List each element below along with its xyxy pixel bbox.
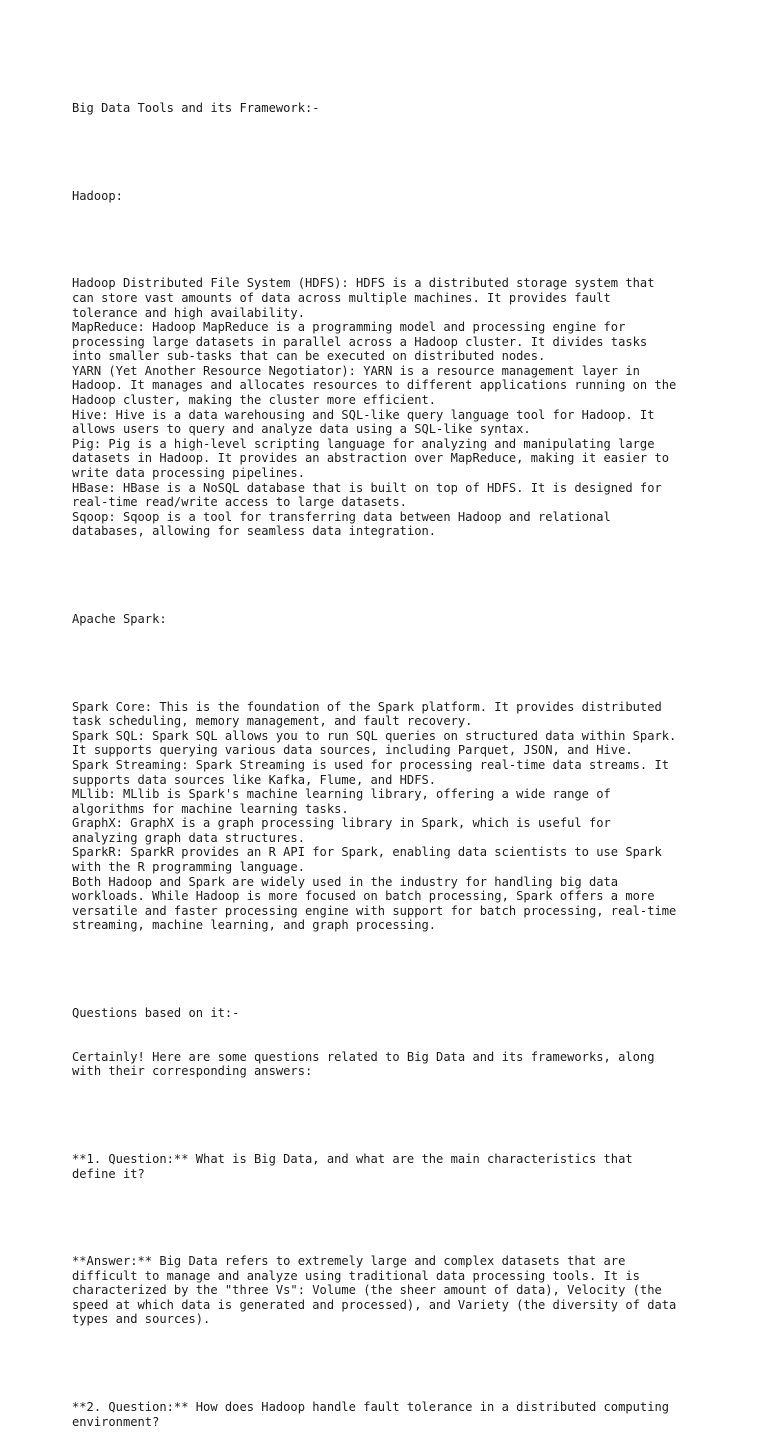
- answer-line: difficult to manage and analyze using traditional data processing tools. It is: [72, 1268, 640, 1283]
- questions-heading: Questions based on it:-: [72, 1006, 240, 1020]
- spacer: [72, 233, 712, 248]
- spark-item-line: streaming, machine learning, and graph processing.: [72, 918, 437, 933]
- spark-item-line: Spark SQL: Spark SQL allows you to run SQL queries on structured data within Spark.: [72, 728, 677, 743]
- hadoop-item-line: Hadoop Distributed File System (HDFS): HDFS is a distributed storage system that: [72, 276, 655, 291]
- hadoop-item-line: Hadoop cluster, making the cluster more efficient.: [72, 393, 437, 408]
- hadoop-heading: Hadoop:: [72, 188, 123, 203]
- spark-heading: Apache Spark:: [72, 611, 167, 626]
- spark-item-line: MLlib: MLlib is Spark's machine learning library, offering a wide range of: [72, 787, 611, 802]
- question-line: **1. Question:** What is Big Data, and what are the main characteristics that: [72, 1151, 633, 1166]
- hadoop-item-line: into smaller sub-tasks that can be executed on distributed nodes.: [72, 349, 546, 364]
- document-title: Big Data Tools and its Framework:-: [72, 101, 320, 116]
- hadoop-item-line: processing large datasets in parallel across a Hadoop cluster. It divides tasks: [72, 334, 648, 349]
- spacer: [72, 145, 712, 160]
- spark-item-line: task scheduling, memory management, and fault recovery.: [72, 714, 473, 729]
- document-page: [72, 72, 712, 1444]
- hadoop-item-line: Hive: Hive is a data warehousing and SQL-like query language tool for Hadoop. It: [72, 407, 655, 422]
- hadoop-item-line: datasets in Hadoop. It provides an abstraction over MapReduce, making it easier to: [72, 451, 670, 466]
- answer-1: [72, 1254, 712, 1327]
- spark-item-line: with the R programming language.: [72, 860, 305, 875]
- spark-item-line: workloads. While Hadoop is more focused on batch processing, Spark offers a more: [72, 889, 655, 904]
- hadoop-item-line: allows users to query and analyze data using a SQL-like syntax.: [72, 422, 531, 437]
- spacer: [72, 656, 712, 671]
- question-1: [72, 1152, 712, 1181]
- spacer: [72, 1108, 712, 1123]
- question-line: define it?: [72, 1166, 145, 1181]
- hadoop-item-line: tolerance and high availability.: [72, 305, 305, 320]
- hadoop-items: [72, 276, 712, 539]
- spark-item-line: algorithms for machine learning tasks.: [72, 801, 349, 816]
- spacer: [72, 1210, 712, 1225]
- hadoop-item-line: HBase: HBase is a NoSQL database that is built on top of HDFS. It is designed for: [72, 480, 662, 495]
- answer-line: **Answer:** Big Data refers to extremely large and complex datasets that are: [72, 1254, 626, 1269]
- spark-item-line: SparkR: SparkR provides an R API for Spark, enabling data scientists to use Spark: [72, 845, 662, 860]
- answer-line: speed at which data is generated and processed), and Variety (the diversity of data: [72, 1297, 677, 1312]
- spark-item-line: Spark Streaming: Spark Streaming is used for processing real-time data streams. It: [72, 757, 670, 772]
- questions-intro: [72, 1050, 712, 1079]
- spark-item-line: It supports querying various data sources, including Parquet, JSON, and Hive.: [72, 743, 633, 758]
- questions-intro-line: Certainly! Here are some questions related to Big Data and its frameworks, along: [72, 1049, 655, 1064]
- spacer: [72, 568, 712, 583]
- spark-item-line: supports data sources like Kafka, Flume, and HDFS.: [72, 772, 437, 787]
- hadoop-item-line: write data processing pipelines.: [72, 466, 305, 481]
- spark-item-line: Spark Core: This is the foundation of the Spark platform. It provides distributed: [72, 699, 662, 714]
- spark-item-line: versatile and faster processing engine with support for batch processing, real-time: [72, 903, 677, 918]
- question-line: environment?: [72, 1414, 160, 1429]
- spark-item-line: GraphX: GraphX is a graph processing library in Spark, which is useful for: [72, 816, 611, 831]
- hadoop-item-line: YARN (Yet Another Resource Negotiator): YARN is a resource management layer in: [72, 363, 640, 378]
- hadoop-item-line: Sqoop: Sqoop is a tool for transferring data between Hadoop and relational: [72, 509, 611, 524]
- question-line: **2. Question:** How does Hadoop handle fault tolerance in a distributed computing: [72, 1400, 670, 1415]
- spacer: [72, 962, 712, 977]
- hadoop-item-line: MapReduce: Hadoop MapReduce is a programming model and processing engine for: [72, 320, 626, 335]
- spark-items: [72, 700, 712, 934]
- hadoop-item-line: Hadoop. It manages and allocates resources to different applications running on the: [72, 378, 677, 393]
- spark-item-line: Both Hadoop and Spark are widely used in the industry for handling big data: [72, 874, 619, 889]
- hadoop-item-line: real-time read/write access to large datasets.: [72, 495, 407, 510]
- spacer: [72, 1356, 712, 1371]
- questions-intro-line: with their corresponding answers:: [72, 1064, 313, 1079]
- hadoop-item-line: Pig: Pig is a high-level scripting language for analyzing and manipulating large: [72, 436, 655, 451]
- answer-line: characterized by the "three Vs": Volume (the sheer amount of data), Velocity (the: [72, 1283, 662, 1298]
- question-2: [72, 1400, 712, 1429]
- hadoop-item-line: databases, allowing for seamless data integration.: [72, 524, 437, 539]
- spark-item-line: analyzing graph data structures.: [72, 830, 305, 845]
- answer-line: types and sources).: [72, 1312, 211, 1327]
- hadoop-item-line: can store vast amounts of data across multiple machines. It provides fault: [72, 290, 611, 305]
